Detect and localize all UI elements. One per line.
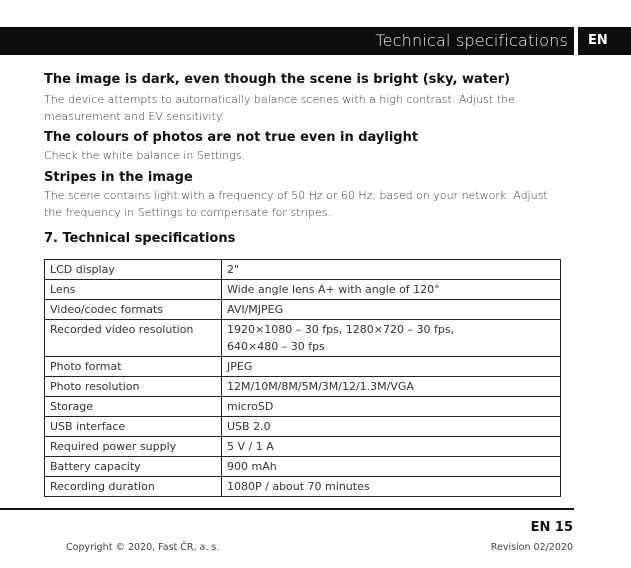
spec-value-line: 640×480 – 30 fps xyxy=(227,340,325,353)
spec-label: Photo format xyxy=(45,357,222,377)
revision-text: Revision 02/2020 xyxy=(490,542,573,553)
table-row xyxy=(45,260,561,280)
table-row xyxy=(45,280,561,300)
spec-value: 900 mAh xyxy=(222,457,561,477)
section-heading-dark-image: The image is dark, even though the scene is bright (sky, water) xyxy=(44,72,511,87)
spec-value: JPEG xyxy=(222,357,561,377)
page-number: EN 15 xyxy=(530,520,573,535)
spec-label: LCD display xyxy=(45,260,222,280)
spec-value xyxy=(222,320,561,357)
copyright-text: Copyright © 2020, Fast ČR, a. s. xyxy=(66,542,220,553)
spec-label: USB interface xyxy=(45,417,222,437)
table-row xyxy=(45,437,561,457)
spec-value: 1080P / about 70 minutes xyxy=(222,477,561,497)
language-tab: EN xyxy=(578,27,631,55)
table-row xyxy=(45,357,561,377)
section-text-colours: Check the white balance in Settings. xyxy=(44,149,246,162)
spec-label: Recording duration xyxy=(45,477,222,497)
table-row xyxy=(45,457,561,477)
table-row xyxy=(45,477,561,497)
section-heading-colours: The colours of photos are not true even in daylight xyxy=(44,130,419,145)
specs-table xyxy=(44,259,561,497)
footer-divider xyxy=(0,508,574,510)
spec-label: Video/codec formats xyxy=(45,300,222,320)
section-heading-stripes: Stripes in the image xyxy=(44,170,193,185)
spec-value: Wide angle lens A+ with angle of 120° xyxy=(222,280,561,300)
header-bar xyxy=(0,27,574,55)
specs-title: 7. Technical specifications xyxy=(44,231,236,246)
spec-value: microSD xyxy=(222,397,561,417)
section-text-stripes: The scene contains light with a frequency of 50 Hz or 60 Hz, based on your network. Adjust the frequency in Settings to compensate for stripes. xyxy=(44,189,548,219)
spec-label: Battery capacity xyxy=(45,457,222,477)
spec-label: Required power supply xyxy=(45,437,222,457)
table-row xyxy=(45,377,561,397)
spec-label: Lens xyxy=(45,280,222,300)
spec-value-line: 1920×1080 – 30 fps, 1280×720 – 30 fps, xyxy=(227,323,455,336)
table-row xyxy=(45,320,561,357)
spec-value: 2" xyxy=(222,260,561,280)
spec-label: Storage xyxy=(45,397,222,417)
spec-value: AVI/MJPEG xyxy=(222,300,561,320)
page-header-title: Technical specifications xyxy=(375,31,568,50)
table-row xyxy=(45,397,561,417)
section-text-dark-image: The device attempts to automatically balance scenes with a high contrast. Adjust the measurement and EV sensitivity. xyxy=(44,93,515,123)
spec-value: 12M/10M/8M/5M/3M/12/1.3M/VGA xyxy=(222,377,561,397)
spec-label: Recorded video resolution xyxy=(45,320,222,357)
table-row xyxy=(45,300,561,320)
spec-label: Photo resolution xyxy=(45,377,222,397)
table-row xyxy=(45,417,561,437)
spec-value: 5 V / 1 A xyxy=(222,437,561,457)
spec-value: USB 2.0 xyxy=(222,417,561,437)
